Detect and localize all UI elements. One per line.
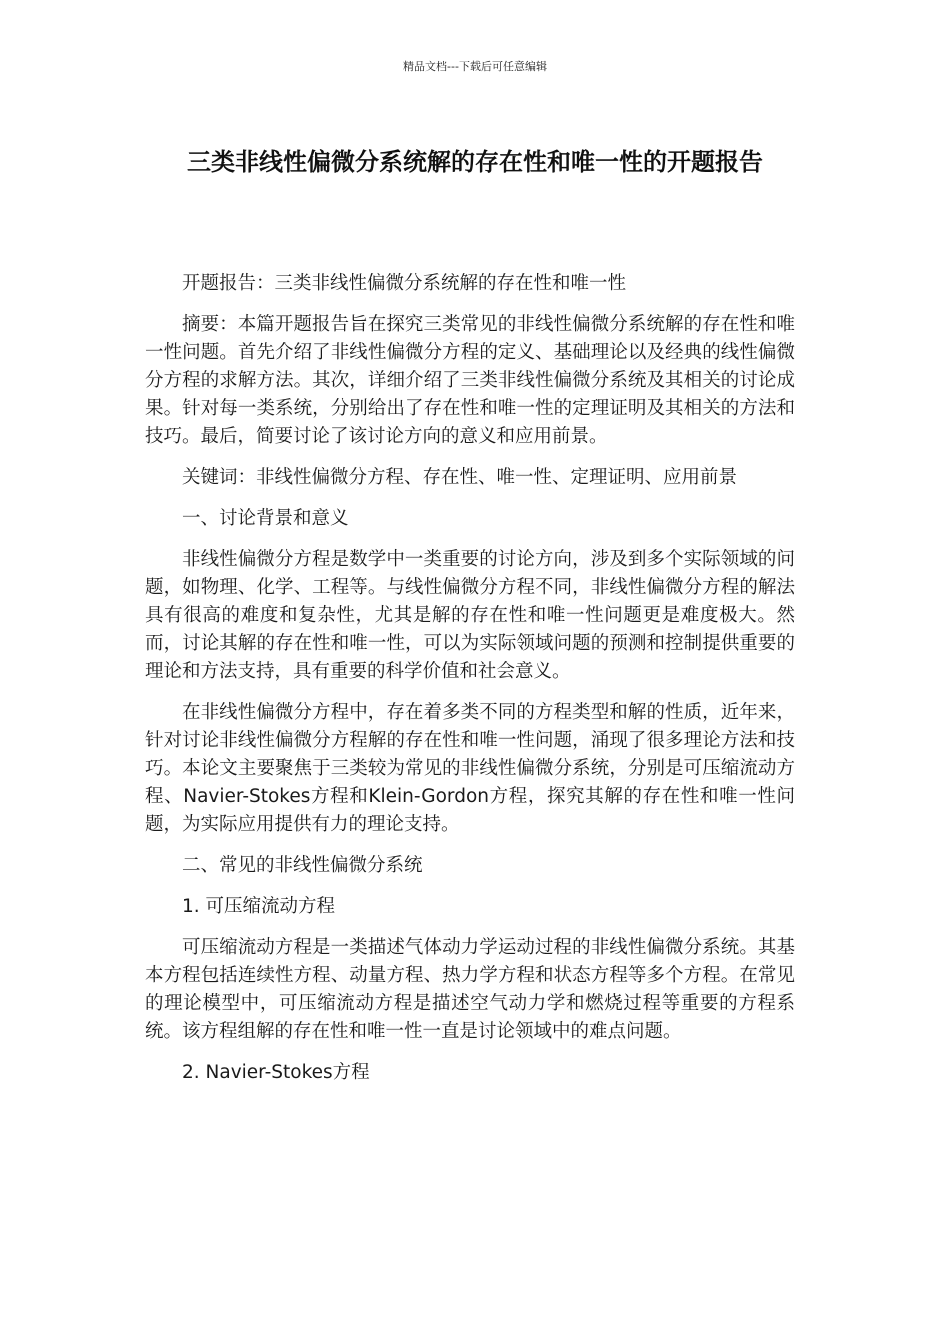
report-subtitle: 开题报告：三类非线性偏微分系统解的存在性和唯一性 xyxy=(182,273,627,294)
section-1-paragraph-1: 非线性偏微分方程是数学中一类重要的讨论方向，涉及到多个实际领域的问题，如物理、化学、工程等。与线性偏微分方程不同，非线性偏微分方程的解法具有很高的难度和复杂性，尤其是解的存在性和唯一性问题更是难度极大。然而，讨论其解的存在性和唯一性，可以为实际领域问题的预测和控制提供重要的理论和方法支持，具有重要的科学价值和社会意义。 xyxy=(145,549,795,682)
abstract-paragraph: 摘要：本篇开题报告旨在探究三类常见的非线性偏微分系统解的存在性和唯一性问题。首先介绍了非线性偏微分方程的定义、基础理论以及经典的线性偏微分方程的求解方法。其次，详细介绍了三类非线性偏微分系统及其相关的讨论成果。针对每一类系统，分别给出了存在性和唯一性的定理证明及其相关的方法和技巧。最后，简要讨论了该讨论方向的意义和应用前景。 xyxy=(145,314,795,447)
header-note: 精品文档---下载后可任意编辑 xyxy=(403,60,547,73)
section-1-heading: 一、讨论背景和意义 xyxy=(182,508,349,529)
subsection-1-paragraph: 可压缩流动方程是一类描述气体动力学运动过程的非线性偏微分系统。其基本方程包括连续性方程、动量方程、热力学方程和状态方程等多个方程。在常见的理论模型中，可压缩流动方程是描述空气动力学和燃烧过程等重要的方程系统。该方程组解的存在性和唯一性一直是讨论领域中的难点问题。 xyxy=(145,937,795,1042)
document-body xyxy=(145,270,795,1100)
keywords-paragraph: 关键词：非线性偏微分方程、存在性、唯一性、定理证明、应用前景 xyxy=(182,467,738,488)
subsection-1-heading: 1. 可压缩流动方程 xyxy=(182,896,336,917)
document-title: 三类非线性偏微分系统解的存在性和唯一性的开题报告 xyxy=(187,148,763,176)
subsection-2-heading: 2. Navier-Stokes方程 xyxy=(182,1062,370,1083)
section-1-paragraph-2: 在非线性偏微分方程中，存在着多类不同的方程类型和解的性质，近年来，针对讨论非线性偏微分方程解的存在性和唯一性问题，涌现了很多理论方法和技巧。本论文主要聚焦于三类较为常见的非线性偏微分系统，分别是可压缩流动方程、Navier-Stokes方程和Klein-Gordon方程，探究其解的存在性和唯一性问题，为实际应用提供有力的理论支持。 xyxy=(145,702,795,835)
section-2-heading: 二、常见的非线性偏微分系统 xyxy=(182,855,423,876)
